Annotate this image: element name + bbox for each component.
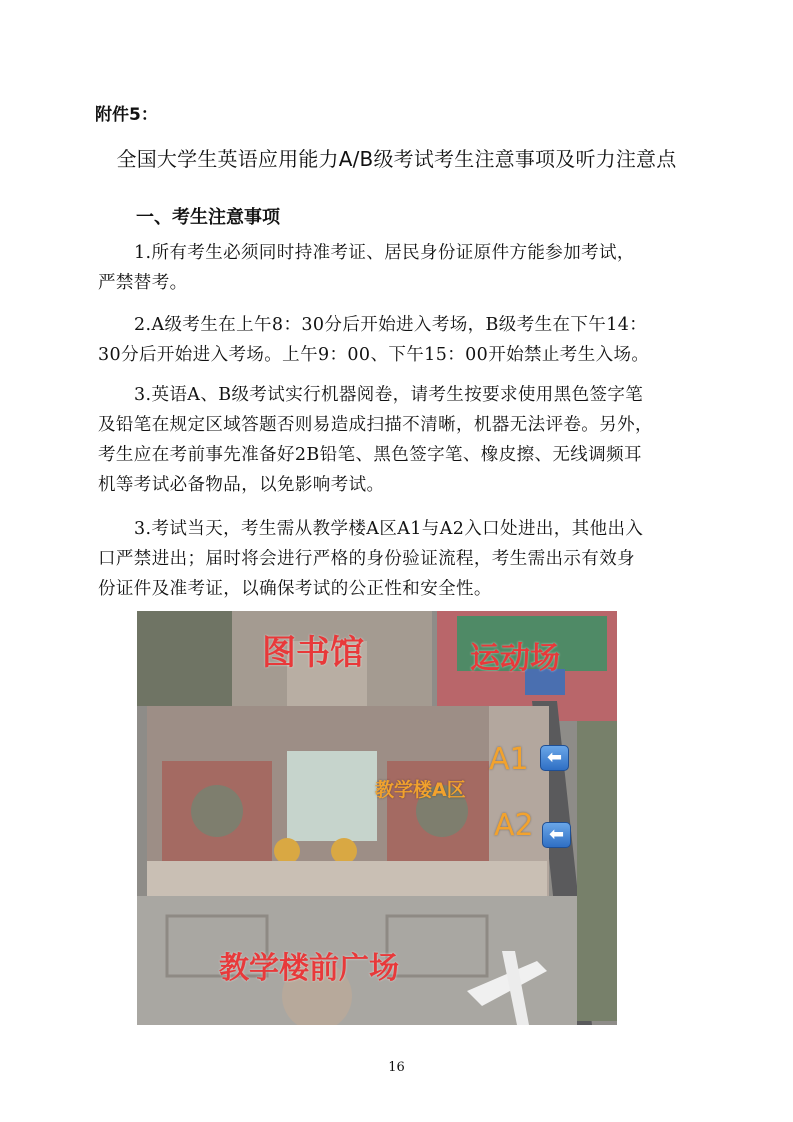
paragraph-line: 口严禁进出；届时将会进行严格的身份验证流程，考生需出示有效身 [98, 549, 635, 569]
left-arrow-icon: ⬅ [540, 745, 569, 771]
paragraph-line: 机等考试必备物品，以免影响考试。 [98, 475, 385, 495]
attachment-label: 附件5： [95, 105, 158, 125]
entrance-a2-label: A2 [494, 808, 534, 843]
sports-field-label: 运动场 [470, 641, 560, 676]
front-plaza-label: 教学楼前广场 [219, 951, 399, 986]
paragraph-line: 及铅笔在规定区域答题否则易造成扫描不清晰，机器无法评卷。另外， [98, 415, 653, 435]
paragraph-2 [98, 310, 698, 370]
paragraph-line: 1.所有考生必须同时持准考证、居民身份证原件方能参加考试， [134, 243, 635, 263]
paragraph-4 [98, 514, 698, 604]
paragraph-1 [98, 238, 698, 298]
paragraph-line: 严禁替考。 [98, 273, 188, 293]
paragraph-line: 2.A级考生在上午8：30分后开始进入考场，B级考生在下午14： [134, 315, 648, 335]
paragraph-line: 3.英语A、B级考试实行机器阅卷，请考生按要求使用黑色签字笔 [134, 385, 644, 405]
left-arrow-icon: ⬅ [542, 822, 571, 848]
document-title: 全国大学生英语应用能力A/B级考试考生注意事项及听力注意点 [116, 147, 677, 171]
paragraph-line: 考生应在考前事先准备好2B铅笔、黑色签字笔、橡皮擦、无线调频耳 [98, 445, 642, 465]
building-a-label: 教学楼A区 [375, 779, 466, 801]
library-label: 图书馆 [262, 633, 364, 673]
page-number: 16 [388, 1060, 405, 1075]
paragraph-line: 30分后开始进入考场。上午9：00、下午15：00开始禁止考生入场。 [98, 345, 650, 365]
entrance-a1-label: A1 [489, 742, 529, 777]
paragraph-3 [98, 380, 698, 500]
campus-aerial-map [137, 611, 617, 1025]
paragraph-line: 3.考试当天，考生需从教学楼A区A1与A2入口处进出，其他出入 [134, 519, 644, 539]
section-heading: 一、考生注意事项 [136, 207, 280, 228]
paragraph-line: 份证件及准考证，以确保考试的公正性和安全性。 [98, 579, 492, 599]
